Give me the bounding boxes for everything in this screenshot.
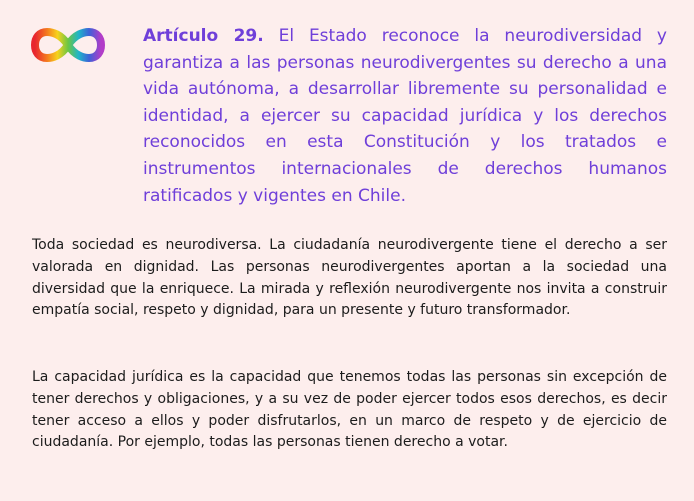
article-29 <box>143 23 667 209</box>
article-title: Artículo 29. <box>143 26 264 46</box>
rainbow-infinity-icon <box>30 26 106 64</box>
paragraph-legal-capacity: La capacidad jurídica es la capacidad que tenemos todas las personas sin excepción de tener derechos y obligaciones, y a su vez de poder ejercer todos esos derechos, es decir tener acceso a ellos y poder disfrutarlos, en un marco de respeto y de ejercicio de ciudadanía. Por ejemplo, todas las personas tienen derecho a votar. <box>32 369 667 451</box>
article-text: El Estado reconoce la neurodiversidad y garantiza a las personas neurodivergentes su derecho a una vida autónoma, a desarrollar libremente su personalidad e identidad, a ejercer su capacidad jurídica y los derechos reconocidos en esta Constitución y los tratados e instrumentos internacionales de derechos humanos ratificados y vigentes en Chile. <box>143 26 667 206</box>
paragraph-neurodiversity: Toda sociedad es neurodiversa. La ciudadanía neurodivergente tiene el derecho a ser valorada en dignidad. Las personas neurodivergentes aportan a la sociedad una diversidad que la enriquece. La mirada y reflexión neurodivergente nos invita a construir empatía social, respeto y dignidad, para un presente y futuro transformador. <box>32 237 667 319</box>
